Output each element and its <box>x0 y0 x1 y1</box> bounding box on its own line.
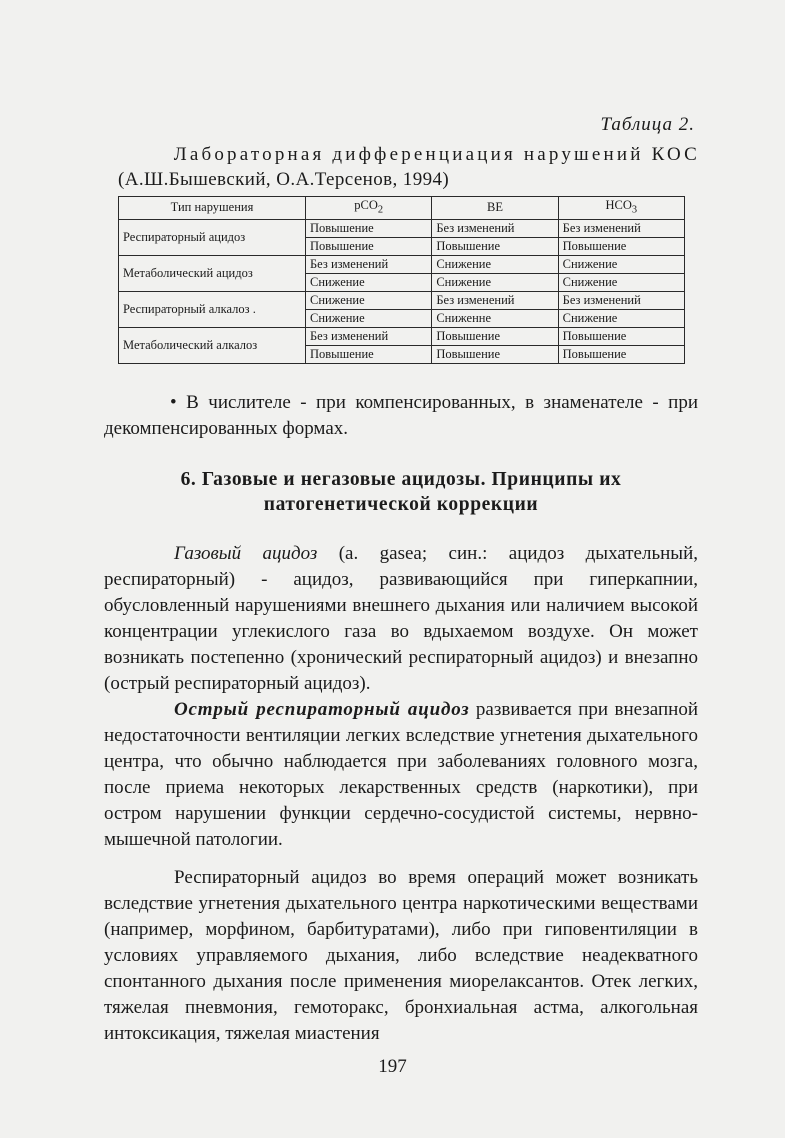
cell-value: Снижение <box>432 273 558 291</box>
section-heading <box>104 467 698 517</box>
paragraph: Респираторный ацидоз во время операций может возникать вследствие угнетения дыхательного центра наркотическими веществами (например, морфином, барбитуратами), либо при гиповентиляции в условиях управляемого дыхания, либо вследствие неадекватного спонтанного дыхания после применения миорелаксантов. Отек легких, тяжелая пневмония, гемоторакс, бронхиальная астма, алкогольная интоксикация, тяжелая миастения <box>104 867 698 1044</box>
table-title-line2: (А.Ш.Бышевский, О.А.Терсенов, 1994) <box>118 169 450 190</box>
cell-value: Без изменений <box>432 291 558 309</box>
table-row <box>119 219 685 237</box>
paragraph: Острый респираторный ацидоз развивается при внезапной недостаточности вентиляции легких вследствие угнетения дыхательного центра, что обычно наблюдается при заболеваниях головного мозга, после приема некоторых лекарственных средств (наркотики), при остром нарушении функции сердечно-сосудистой системы, нервно-мышечной патологии. <box>104 699 698 850</box>
cell-value: Без изменений <box>558 291 684 309</box>
cell-value: Повышение <box>558 237 684 255</box>
cell-value: Повышение <box>558 327 684 345</box>
cell-value: Повышение <box>306 219 432 237</box>
header-type: Тип нарушения <box>119 197 306 220</box>
kos-table <box>118 196 685 364</box>
cell-value: Повышение <box>558 345 684 363</box>
cell-value: Повышение <box>306 237 432 255</box>
cell-value: Снижение <box>558 273 684 291</box>
row-type: Респираторный алкалоз . <box>119 291 306 327</box>
cell-value: Снижение <box>558 309 684 327</box>
table-title-line1: Лабораторная дифференциация нарушений КОС <box>173 144 700 165</box>
cell-value: Без изменений <box>306 327 432 345</box>
header-pco2: pCO$_2$ <box>306 197 432 220</box>
bullet-mark: • <box>170 392 177 413</box>
page-number: 197 <box>378 1056 407 1077</box>
table-label: Таблица 2. <box>600 114 695 135</box>
section-heading-line2: патогенетической коррекции <box>263 494 539 515</box>
cell-value: Снижение <box>306 291 432 309</box>
body-text <box>104 541 698 1047</box>
cell-value: Без изменений <box>306 255 432 273</box>
table-title <box>118 142 700 192</box>
header-be: BE <box>432 197 558 220</box>
term-acute-resp-acidosis: Острый респираторный ацидоз <box>174 699 470 720</box>
cell-value: Повышение <box>432 345 558 363</box>
row-type: Метаболический ацидоз <box>119 255 306 291</box>
term-gas-acidosis: Газовый ацидоз <box>174 543 318 564</box>
cell-value: Сниженне <box>432 309 558 327</box>
cell-value: Снижение <box>558 255 684 273</box>
table-header-row <box>119 197 685 220</box>
cell-value: Повышение <box>432 237 558 255</box>
header-hco3: $HCO_3$ <box>558 197 684 220</box>
row-type: Метаболический алкалоз <box>119 327 306 363</box>
table-note <box>104 390 698 442</box>
cell-value: Без изменений <box>432 219 558 237</box>
cell-value: Снижение <box>432 255 558 273</box>
cell-value: Без изменений <box>558 219 684 237</box>
section-heading-line1: 6. Газовые и негазовые ацидозы. Принципы их <box>180 469 622 490</box>
note-text: В числителе - при компенсированных, в знаменателе - при декомпенсированных формах. <box>104 392 698 439</box>
cell-value: Повышение <box>306 345 432 363</box>
cell-value: Снижение <box>306 273 432 291</box>
paragraph: Газовый ацидоз (a. gasea; син.: ацидоз дыхательный, респираторный) - ацидоз, развивающийся при гиперкапнии, обусловленный нарушениями внешнего дыхания или наличием высокой концентрации углекислого газа во вдыхаемом воздухе. Он может возникать постепенно (хронический респираторный ацидоз) и внезапно (острый респираторный ацидоз). <box>104 543 698 694</box>
cell-value: Снижение <box>306 309 432 327</box>
row-type: Респираторный ацидоз <box>119 219 306 255</box>
table-row <box>119 255 685 273</box>
cell-value: Повышение <box>432 327 558 345</box>
table-row <box>119 327 685 345</box>
table-row <box>119 291 685 309</box>
